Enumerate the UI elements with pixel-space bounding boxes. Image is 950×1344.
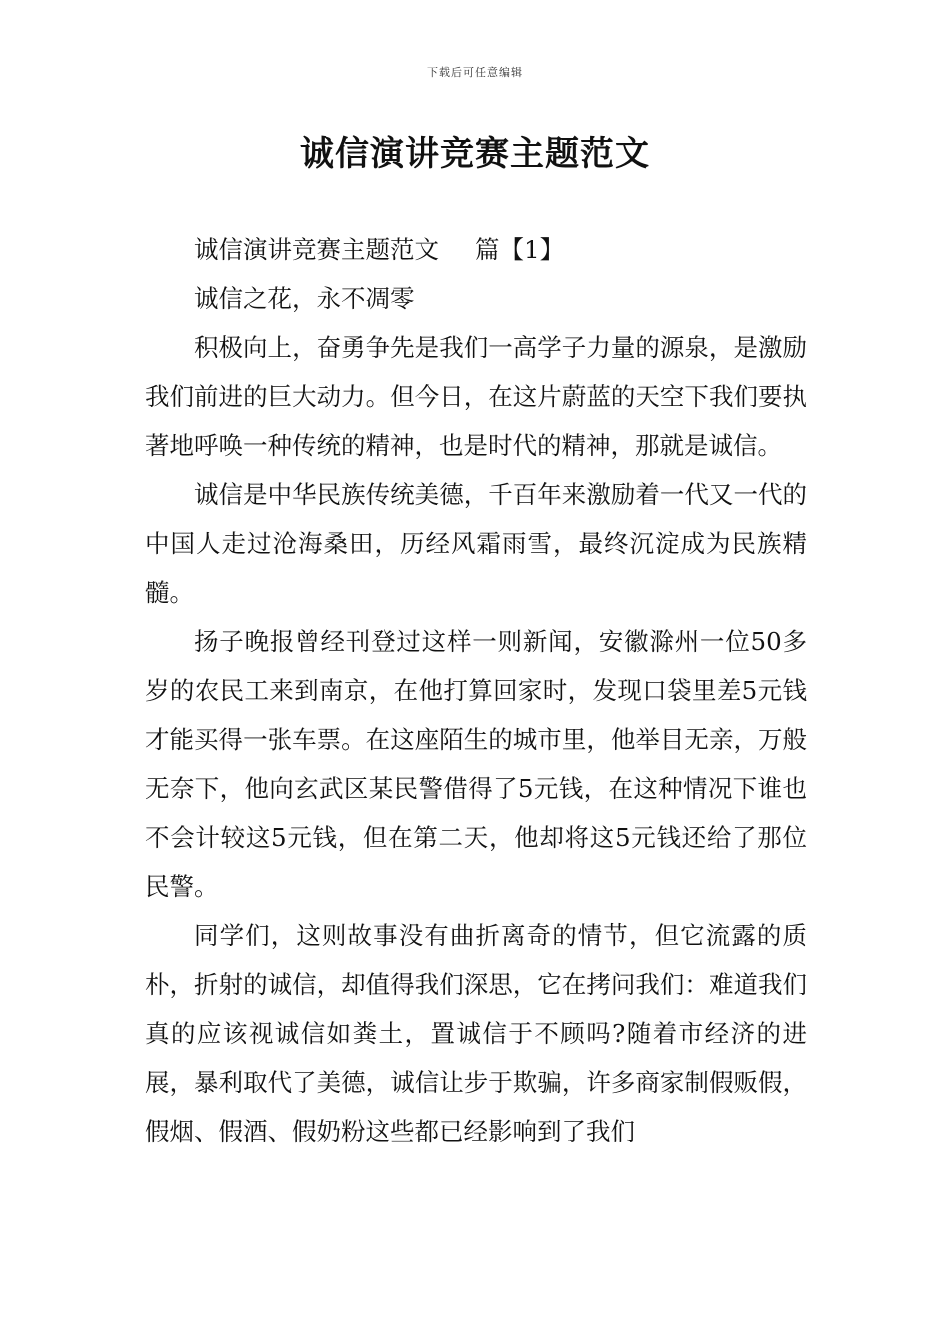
document-body xyxy=(145,225,807,1156)
section-heading-number: 篇【1】 xyxy=(475,235,565,264)
section-heading-title: 诚信演讲竞赛主题范文 xyxy=(194,235,439,264)
paragraph-4: 同学们，这则故事没有曲折离奇的情节，但它流露的质朴，折射的诚信，却值得我们深思，它在拷问我们：难道我们真的应该视诚信如粪土，置诚信于不顾吗?随着市经济的进展，暴利取代了美德，诚信让步于欺骗，许多商家制假贩假，假烟、假酒、假奶粉这些都已经影响到了我们 xyxy=(145,921,807,1146)
section-subtitle: 诚信之花，永不凋零 xyxy=(194,284,415,313)
page-title: 诚信演讲竞赛主题范文 xyxy=(300,134,650,174)
header-note: 下载后可任意编辑 xyxy=(427,66,523,79)
paragraph-3: 扬子晚报曾经刊登过这样一则新闻，安徽滁州一位50多岁的农民工来到南京，在他打算回家时，发现口袋里差5元钱才能买得一张车票。在这座陌生的城市里，他举目无亲，万般无奈下，他向玄武区某民警借得了5元钱，在这种情况下谁也不会计较这5元钱，但在第二天，他却将这5元钱还给了那位民警。 xyxy=(145,627,807,901)
paragraph-2: 诚信是中华民族传统美德，千百年来激励着一代又一代的中国人走过沧海桑田，历经风霜雨雪，最终沉淀成为民族精髓。 xyxy=(145,480,807,607)
paragraph-1: 积极向上，奋勇争先是我们一高学子力量的源泉，是激励我们前进的巨大动力。但今日，在这片蔚蓝的天空下我们要执著地呼唤一种传统的精神，也是时代的精神，那就是诚信。 xyxy=(145,333,807,460)
section-heading xyxy=(145,225,807,274)
